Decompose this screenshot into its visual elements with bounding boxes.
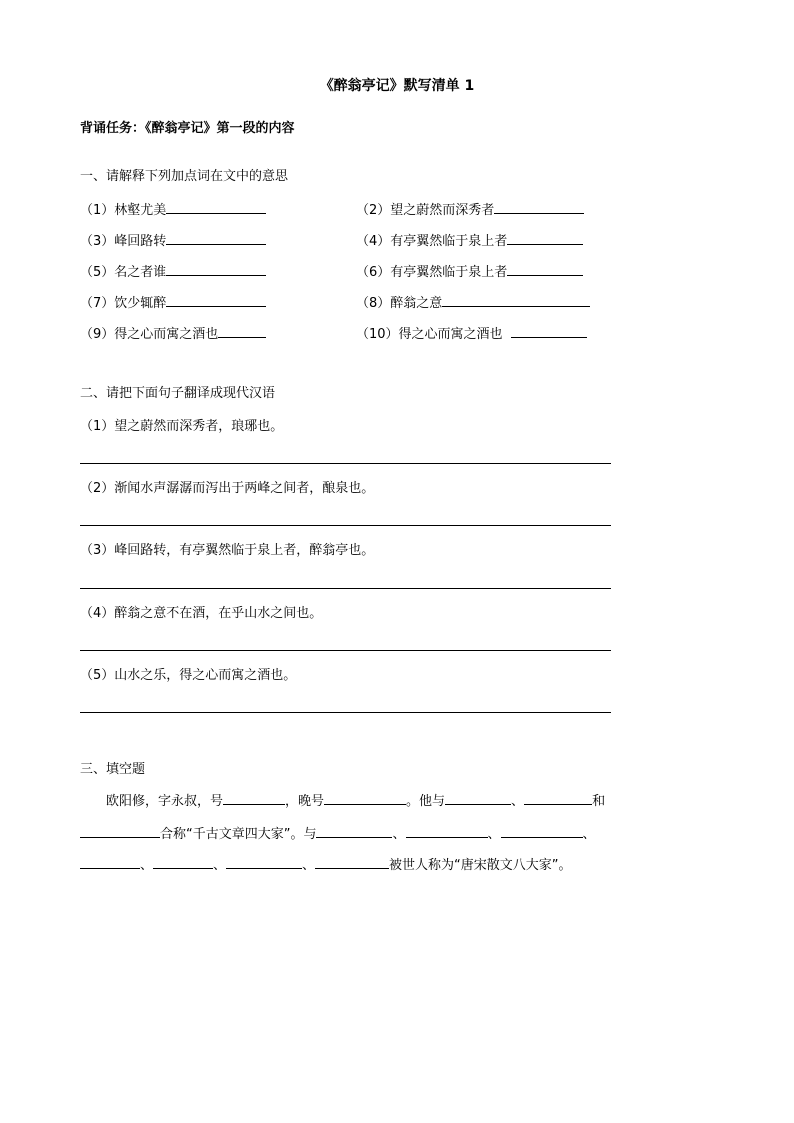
fill-text: 欧阳修，字永叔，号 bbox=[106, 794, 224, 809]
answer-blank[interactable] bbox=[445, 792, 511, 805]
item-number: （4） bbox=[356, 234, 391, 249]
item-number: （1） bbox=[80, 203, 115, 218]
fill-line-2 bbox=[80, 825, 596, 843]
answer-blank[interactable] bbox=[166, 294, 266, 307]
answer-blank[interactable] bbox=[316, 825, 392, 838]
answer-blank[interactable] bbox=[511, 325, 587, 338]
answer-blank[interactable] bbox=[524, 792, 592, 805]
sentence-4: （4）醉翁之意不在酒，在乎山水之间也。 bbox=[80, 606, 323, 621]
recitation-task: 背诵任务：《醉翁亭记》第一段的内容 bbox=[80, 121, 295, 136]
item-text: 有亭翼然临于泉上者 bbox=[390, 265, 508, 280]
sentence-3: （3）峰回路转，有亭翼然临于泉上者，醉翁亭也。 bbox=[80, 543, 375, 558]
item-1 bbox=[80, 201, 266, 219]
item-text: 名之者谁 bbox=[114, 265, 167, 280]
page-title: 《醉翁亭记》默写清单 1 bbox=[319, 78, 475, 94]
item-number: （8） bbox=[356, 296, 391, 311]
section2-heading: 二、请把下面句子翻译成现代汉语 bbox=[80, 386, 276, 401]
item-number: （9） bbox=[80, 327, 115, 342]
fill-text: 、 bbox=[392, 827, 406, 842]
item-text: 得之心而寓之酒也 bbox=[398, 327, 503, 342]
item-number: （3） bbox=[80, 234, 115, 249]
fill-text: 、 bbox=[487, 827, 501, 842]
fill-text: 。他与 bbox=[406, 794, 446, 809]
item-6 bbox=[356, 263, 583, 281]
answer-blank[interactable] bbox=[501, 825, 583, 838]
item-text: 有亭翼然临于泉上者 bbox=[390, 234, 508, 249]
answer-blank[interactable] bbox=[80, 825, 160, 838]
fill-line-3 bbox=[80, 856, 572, 874]
item-text: 望之蔚然而深秀者 bbox=[390, 203, 495, 218]
sentence-2: （2）渐闻水声潺潺而泻出于两峰之间者，酿泉也。 bbox=[80, 481, 375, 496]
item-10 bbox=[356, 325, 587, 343]
answer-blank[interactable] bbox=[166, 263, 266, 276]
answer-blank[interactable] bbox=[406, 825, 488, 838]
answer-blank[interactable] bbox=[324, 792, 406, 805]
fill-text: 被世人称为“唐宋散文八大家”。 bbox=[389, 858, 572, 873]
item-text: 峰回路转 bbox=[114, 234, 167, 249]
item-number: （5） bbox=[80, 265, 115, 280]
answer-line[interactable] bbox=[80, 588, 611, 589]
answer-blank[interactable] bbox=[218, 325, 266, 338]
answer-blank[interactable] bbox=[166, 232, 266, 245]
item-text: 饮少辄醉 bbox=[114, 296, 167, 311]
section1-heading: 一、请解释下列加点词在文中的意思 bbox=[80, 169, 289, 184]
item-4 bbox=[356, 232, 583, 250]
answer-blank[interactable] bbox=[442, 294, 590, 307]
answer-line[interactable] bbox=[80, 712, 611, 713]
fill-text: 、 bbox=[140, 858, 154, 873]
item-text: 林壑尤美 bbox=[114, 203, 167, 218]
answer-blank[interactable] bbox=[166, 201, 266, 214]
fill-text: ，晚号 bbox=[285, 794, 325, 809]
item-2 bbox=[356, 201, 584, 219]
item-number: （10） bbox=[356, 327, 399, 342]
item-number: （2） bbox=[356, 203, 391, 218]
item-number: （6） bbox=[356, 265, 391, 280]
answer-line[interactable] bbox=[80, 463, 611, 464]
fill-text: 合称“千古文章四大家”。与 bbox=[160, 827, 317, 842]
answer-blank[interactable] bbox=[153, 856, 213, 869]
answer-blank[interactable] bbox=[494, 201, 584, 214]
item-7 bbox=[80, 294, 266, 312]
item-text: 醉翁之意 bbox=[390, 296, 443, 311]
item-9 bbox=[80, 325, 266, 343]
answer-line[interactable] bbox=[80, 525, 611, 526]
fill-text: 、 bbox=[302, 858, 316, 873]
answer-blank[interactable] bbox=[223, 792, 285, 805]
sentence-1: （1）望之蔚然而深秀者，琅琊也。 bbox=[80, 419, 284, 434]
item-3 bbox=[80, 232, 266, 250]
answer-blank[interactable] bbox=[80, 856, 140, 869]
item-8 bbox=[356, 294, 590, 312]
answer-line[interactable] bbox=[80, 650, 611, 651]
item-5 bbox=[80, 263, 266, 281]
item-text: 得之心而寓之酒也 bbox=[114, 327, 219, 342]
item-number: （7） bbox=[80, 296, 115, 311]
fill-text: 、 bbox=[213, 858, 227, 873]
fill-text: 和 bbox=[592, 794, 606, 809]
answer-blank[interactable] bbox=[507, 232, 583, 245]
sentence-5: （5）山水之乐，得之心而寓之酒也。 bbox=[80, 668, 297, 683]
fill-text: 、 bbox=[582, 827, 596, 842]
answer-blank[interactable] bbox=[315, 856, 389, 869]
answer-blank[interactable] bbox=[226, 856, 302, 869]
answer-blank[interactable] bbox=[507, 263, 583, 276]
fill-line-1 bbox=[106, 792, 605, 810]
fill-text: 、 bbox=[511, 794, 525, 809]
section3-heading: 三、填空题 bbox=[80, 762, 146, 777]
